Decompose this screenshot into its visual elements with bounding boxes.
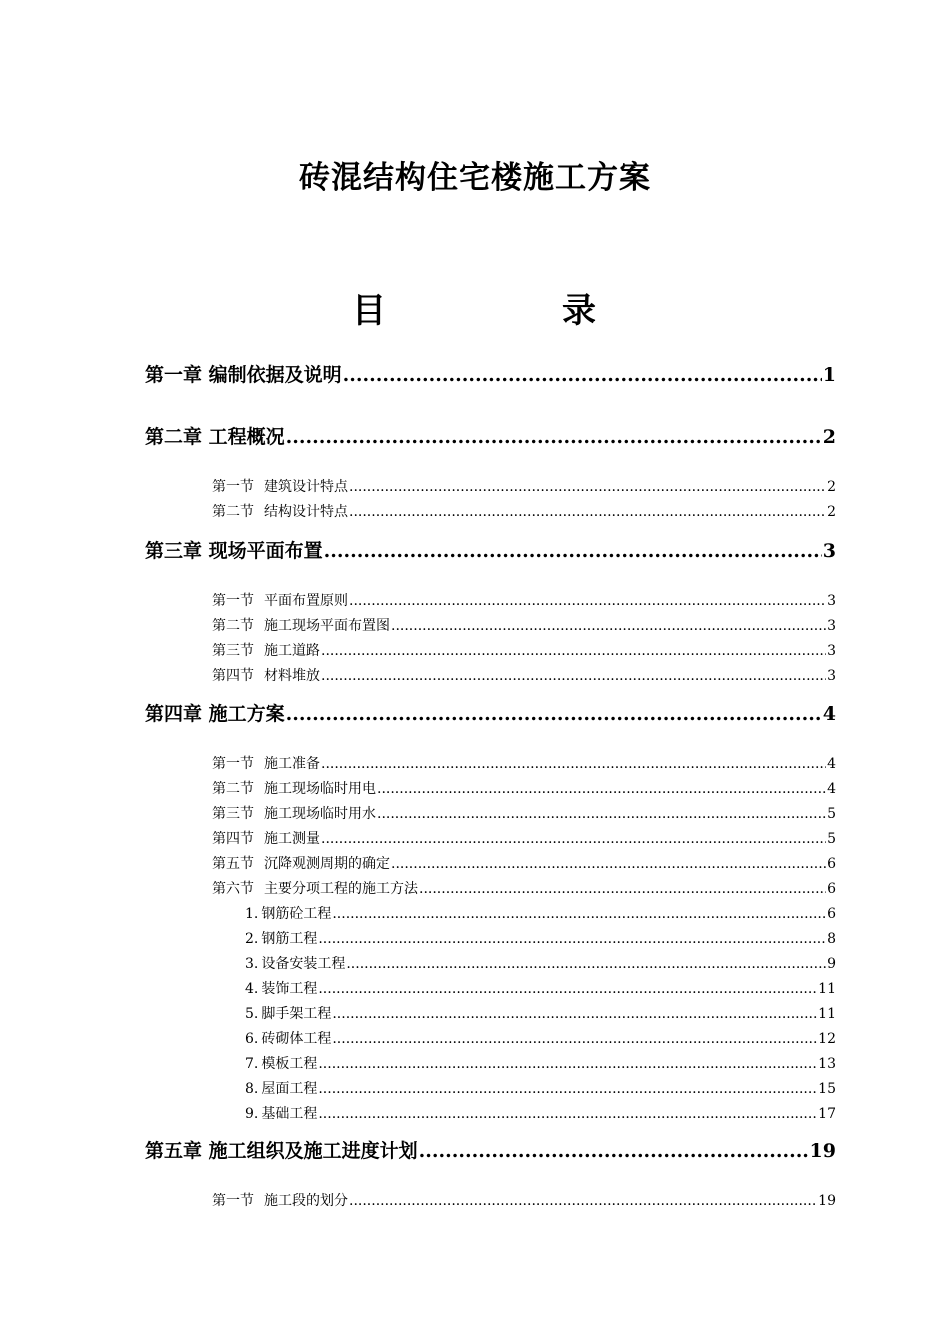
toc-section-entry[interactable] (212, 665, 836, 685)
toc-section-entry[interactable] (212, 1190, 836, 1210)
toc-entry-number: 第二节 (212, 504, 254, 520)
toc-entry-number: 2. (245, 931, 259, 947)
toc-subitem-entry[interactable] (245, 1053, 836, 1073)
toc-entry-text: 施工测量 (264, 831, 320, 847)
toc-entry-text: 基础工程 (261, 1106, 318, 1122)
toc-entry-label (245, 978, 317, 998)
toc-leader-dots (332, 1006, 817, 1022)
toc-subitem-entry[interactable] (245, 1103, 836, 1123)
toc-subitem-entry[interactable] (245, 928, 836, 948)
toc-section-entry[interactable] (212, 476, 836, 496)
toc-entry-number: 6. (245, 1031, 259, 1047)
toc-entry-page: 2 (827, 479, 836, 495)
toc-entry-page: 3 (827, 593, 836, 609)
toc-section-entry[interactable] (212, 615, 836, 635)
toc-entry-label (145, 1136, 418, 1163)
toc-entry-number: 第一章 (145, 364, 203, 386)
toc-entry-text: 砖砌体工程 (261, 1031, 332, 1047)
toc-leader-dots (321, 756, 826, 772)
toc-entry-page: 4 (827, 781, 836, 797)
toc-entry-label (245, 928, 317, 948)
toc-entry-text: 编制依据及说明 (208, 364, 342, 386)
toc-entry-number: 第一节 (212, 1193, 254, 1209)
toc-leader-dots (349, 479, 826, 495)
toc-section-entry[interactable] (212, 803, 836, 823)
toc-entry-label (212, 878, 418, 898)
toc-subitem-entry[interactable] (245, 1003, 836, 1023)
toc-entry-label (212, 615, 390, 635)
toc-section-entry[interactable] (212, 640, 836, 660)
toc-entry-label (245, 1028, 331, 1048)
toc-heading-char-2: 录 (562, 291, 596, 331)
toc-entry-number: 第四节 (212, 831, 254, 847)
toc-entry-page: 3 (827, 643, 836, 659)
toc-entry-text: 工程概况 (208, 426, 285, 448)
toc-entry-text: 设备安装工程 (261, 956, 346, 972)
toc-entry-page: 17 (818, 1106, 836, 1122)
toc-entry-page: 6 (827, 906, 836, 922)
toc-subitem-entry[interactable] (245, 903, 836, 923)
toc-leader-dots (318, 931, 826, 947)
toc-section-entry[interactable] (212, 501, 836, 521)
toc-entry-page: 19 (809, 1140, 836, 1162)
toc-section-entry[interactable] (212, 828, 836, 848)
toc-entry-text: 现场平面布置 (208, 540, 323, 562)
toc-entry-number: 5. (245, 1006, 259, 1022)
toc-entry-label (245, 1053, 317, 1073)
toc-entry-number: 第三节 (212, 806, 254, 822)
toc-chapter-entry[interactable] (145, 1136, 836, 1162)
toc-entry-number: 第一节 (212, 593, 254, 609)
toc-entry-page: 11 (818, 1006, 836, 1022)
toc-entry-number: 9. (245, 1106, 259, 1122)
toc-entry-number: 第一节 (212, 756, 254, 772)
toc-chapter-entry[interactable] (145, 536, 836, 562)
toc-entry-number: 4. (245, 981, 259, 997)
toc-leader-dots (321, 831, 826, 847)
toc-entry-page: 1 (822, 364, 836, 386)
toc-entry-text: 结构设计特点 (264, 504, 348, 520)
toc-entry-label (145, 422, 285, 449)
toc-entry-page: 4 (822, 703, 836, 725)
toc-entry-number: 第一节 (212, 479, 254, 495)
toc-entry-page: 3 (822, 540, 836, 562)
toc-leader-dots (324, 540, 822, 562)
toc-leader-dots (349, 1193, 817, 1209)
toc-section-entry[interactable] (212, 590, 836, 610)
toc-leader-dots (419, 1140, 809, 1162)
toc-leader-dots (318, 1056, 817, 1072)
toc-entry-text: 平面布置原则 (264, 593, 348, 609)
toc-section-entry[interactable] (212, 878, 836, 898)
toc-entry-number: 第五章 (145, 1140, 203, 1162)
toc-entry-label (245, 953, 345, 973)
toc-entry-number: 第二章 (145, 426, 203, 448)
toc-entry-page: 8 (827, 931, 836, 947)
toc-entry-text: 脚手架工程 (261, 1006, 332, 1022)
toc-entry-label (245, 903, 331, 923)
toc-leader-dots (321, 668, 826, 684)
toc-entry-number: 3. (245, 956, 259, 972)
toc-entry-number: 第四章 (145, 703, 203, 725)
toc-leader-dots (318, 1106, 817, 1122)
toc-entry-page: 12 (818, 1031, 836, 1047)
toc-entry-number: 第五节 (212, 856, 254, 872)
toc-leader-dots (343, 364, 822, 386)
toc-entry-page: 5 (827, 831, 836, 847)
toc-leader-dots (419, 881, 826, 897)
toc-entry-label (145, 360, 342, 387)
toc-leader-dots (318, 981, 817, 997)
toc-entry-label (212, 1190, 348, 1210)
toc-entry-page: 5 (827, 806, 836, 822)
toc-entry-page: 6 (827, 881, 836, 897)
toc-entry-text: 钢筋砼工程 (261, 906, 332, 922)
toc-entry-page: 19 (818, 1193, 836, 1209)
toc-entry-page: 15 (818, 1081, 836, 1097)
toc-entry-number: 1. (245, 906, 259, 922)
toc-entry-label (212, 665, 320, 685)
toc-entry-text: 施工段的划分 (264, 1193, 348, 1209)
toc-leader-dots (391, 856, 826, 872)
toc-chapter-entry[interactable] (145, 422, 836, 448)
toc-entry-page: 2 (822, 426, 836, 448)
toc-leader-dots (377, 806, 826, 822)
toc-entry-text: 模板工程 (261, 1056, 318, 1072)
toc-leader-dots (349, 593, 826, 609)
toc-section-entry[interactable] (212, 778, 836, 798)
toc-entry-text: 沉降观测周期的确定 (264, 856, 390, 872)
toc-entry-text: 施工方案 (208, 703, 285, 725)
toc-entry-text: 建筑设计特点 (264, 479, 348, 495)
toc-subitem-entry[interactable] (245, 953, 836, 973)
toc-entry-number: 第三章 (145, 540, 203, 562)
toc-entry-label (212, 803, 376, 823)
toc-entry-number: 7. (245, 1056, 259, 1072)
toc-entry-text: 施工组织及施工进度计划 (208, 1140, 418, 1162)
toc-entry-number: 8. (245, 1081, 259, 1097)
toc-section-entry[interactable] (212, 753, 836, 773)
toc-entry-label (245, 1078, 317, 1098)
toc-section-entry[interactable] (212, 853, 836, 873)
toc-entry-label (212, 476, 348, 496)
toc-entry-page: 9 (827, 956, 836, 972)
toc-entry-text: 主要分项工程的施工方法 (264, 881, 418, 897)
toc-subitem-entry[interactable] (245, 1028, 836, 1048)
toc-leader-dots (321, 643, 826, 659)
toc-chapter-entry[interactable] (145, 699, 836, 725)
toc-leader-dots (391, 618, 826, 634)
toc-entry-number: 第三节 (212, 643, 254, 659)
toc-entry-label (212, 828, 320, 848)
toc-leader-dots (349, 504, 826, 520)
toc-entry-text: 钢筋工程 (261, 931, 318, 947)
toc-entry-label (212, 640, 320, 660)
toc-entry-page: 6 (827, 856, 836, 872)
toc-leader-dots (318, 1081, 817, 1097)
toc-entry-page: 3 (827, 668, 836, 684)
toc-entry-page: 2 (827, 504, 836, 520)
toc-entry-text: 材料堆放 (264, 668, 320, 684)
toc-leader-dots (332, 1031, 817, 1047)
toc-entry-text: 施工现场平面布置图 (264, 618, 390, 634)
toc-entry-label (145, 699, 285, 726)
toc-entry-number: 第二节 (212, 618, 254, 634)
toc-entry-label (145, 536, 323, 563)
toc-entry-label (212, 753, 320, 773)
toc-entry-page: 4 (827, 756, 836, 772)
toc-entry-label (212, 590, 348, 610)
toc-entry-text: 施工道路 (264, 643, 320, 659)
toc-heading-char-1: 目 (352, 291, 386, 331)
toc-entry-text: 屋面工程 (261, 1081, 318, 1097)
toc-leader-dots (332, 906, 826, 922)
toc-entry-text: 施工现场临时用水 (264, 806, 376, 822)
toc-entry-number: 第四节 (212, 668, 254, 684)
toc-entry-text: 装饰工程 (261, 981, 318, 997)
toc-leader-dots (377, 781, 826, 797)
toc-entry-label (245, 1103, 317, 1123)
toc-entry-label (212, 501, 348, 521)
toc-subitem-entry[interactable] (245, 978, 836, 998)
document-title: 砖混结构住宅楼施工方案 (299, 160, 651, 196)
toc-entry-page: 3 (827, 618, 836, 634)
toc-entry-number: 第二节 (212, 781, 254, 797)
toc-leader-dots (286, 426, 822, 448)
toc-entry-label (212, 853, 390, 873)
toc-entry-page: 13 (818, 1056, 836, 1072)
toc-entry-page: 11 (818, 981, 836, 997)
toc-entry-text: 施工现场临时用电 (264, 781, 376, 797)
toc-entry-text: 施工准备 (264, 756, 320, 772)
toc-leader-dots (286, 703, 822, 725)
toc-entry-label (212, 778, 376, 798)
toc-entry-number: 第六节 (212, 881, 254, 897)
toc-entry-label (245, 1003, 331, 1023)
toc-subitem-entry[interactable] (245, 1078, 836, 1098)
toc-leader-dots (346, 956, 826, 972)
toc-chapter-entry[interactable] (145, 360, 836, 386)
